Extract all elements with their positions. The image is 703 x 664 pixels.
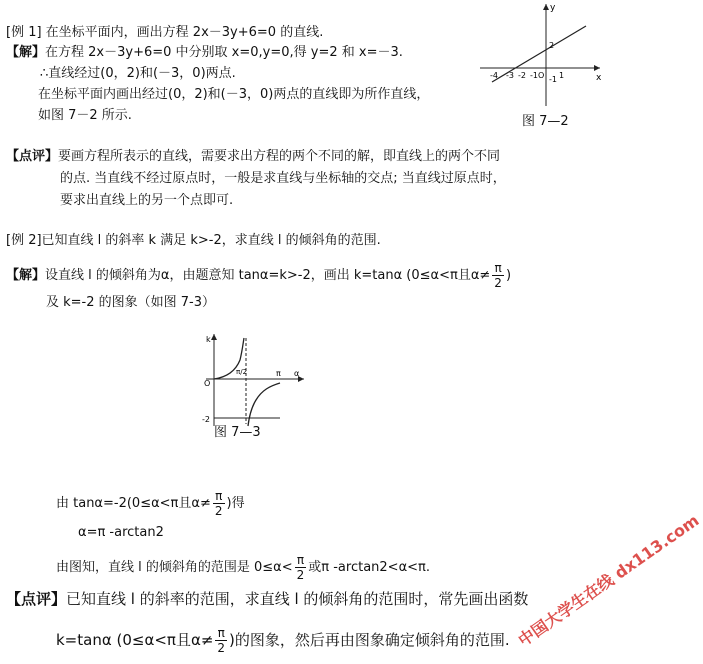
range-text: 由图知，直线 l 的倾斜角的范围是 0≤α< [56,560,293,575]
fraction-denominator: 2 [296,568,305,582]
review-text: k=tanα (0≤α<π且α≠ [56,631,214,649]
fraction-denominator: 2 [214,504,223,518]
closing-paren: ) [505,268,512,283]
example1-solution-line2: ∴直线经过(0，2)和(－3，0)两点. [40,66,236,81]
solution-text: 设直线 l 的倾斜角为α，由题意知 tanα=k>-2，画出 k=tanα (0≤α<π且α≠ [45,268,491,283]
y-tick-minus1: -1 [549,75,557,84]
x-axis-label: x [596,73,602,83]
review2-line2 [56,626,510,655]
k-axis-label: k [206,335,211,344]
origin-label: O [204,379,211,388]
y-axis-label: y [550,3,556,13]
solution-text: 在方程 2x－3y+6=0 中分别取 x=0,y=0,得 y=2 和 x=－3. [45,45,403,60]
solution-tag: 【解】 [6,268,46,283]
pi-over-2-fraction [215,626,227,655]
fraction-numerator: π [295,553,307,568]
range-text-end: 或π -arctan2<α<π. [308,560,430,575]
watermark: 中国大学生在线 dx113.com [514,510,703,651]
fraction-denominator: 2 [494,276,502,290]
x-tick-minus1: -1 [530,71,538,80]
x-tick-1: 1 [559,71,565,80]
x-axis-arrow [594,65,600,71]
range-line [56,553,430,582]
example2-title: [例 2]已知直线 l 的斜率 k 满足 k>-2，求直线 l 的倾斜角的范围. [6,233,381,248]
pi-over-2-fraction [295,553,307,582]
tan-branch-right [248,383,280,426]
fraction-numerator: π [213,489,225,504]
figure-7-3-caption: 图 7—3 [214,425,261,440]
fraction-numerator: π [492,261,504,276]
review2-line1 [6,590,528,608]
review1-line2: 的点. 当直线不经过原点时，一般是求直线与坐标轴的交点; 当直线过原点时， [60,171,506,186]
x-tick-minus3: -3 [506,71,514,80]
review1-line1 [6,148,500,166]
example1-solution-line1 [6,44,403,62]
pi-over-2-fraction [492,261,504,290]
example1-solution-line3: 在坐标平面内画出经过(0，2)和(－3，0)两点的直线即为所作直线， [38,87,430,102]
review-text: 已知直线 l 的斜率的范围，求直线 l 的倾斜角的范围时，常先画出函数 [66,590,529,608]
deduction-line [56,489,245,518]
figure-7-2 [476,0,604,110]
half-pi-label: π/2 [236,368,248,376]
review1-line3: 要求出直线上的另一个点即可. [60,193,234,208]
alpha-value: α=π -arctan2 [78,525,164,540]
review-text-end: )的图象，然后再由图象确定倾斜角的范围. [229,631,510,649]
k-axis-arrow [211,334,217,340]
figure-7-3 [200,330,310,430]
figure-7-2-caption: 图 7—2 [522,114,569,129]
y-axis-arrow [543,4,549,10]
review-tag: 【点评】 [6,149,59,164]
pi-label: π [276,369,281,378]
example2-solution-line1 [6,261,511,290]
example1-solution-line4: 如图 7－2 所示. [38,108,132,123]
example2-solution-line2: 及 k=-2 的图象（如图 7-3） [46,295,216,310]
solution-tag: 【解】 [6,45,46,60]
pi-over-2-fraction [213,489,225,518]
fraction-denominator: 2 [217,641,226,655]
x-tick-minus2: -2 [518,71,526,80]
fraction-numerator: π [215,626,227,641]
alpha-axis-label: α [294,369,300,378]
y-tick-2: 2 [549,41,555,50]
example1-title: [例 1] 在坐标平面内，画出方程 2x－3y+6=0 的直线. [6,25,324,40]
deduction-text: 由 tanα=-2(0≤α<π且α≠ [56,496,211,511]
review-text: 要画方程所表示的直线，需要求出方程的两个不同的解，即直线上的两个不同 [58,149,501,164]
deduction-text-end: )得 [226,496,245,511]
review-tag: 【点评】 [6,590,67,608]
origin-label: O [538,71,545,80]
minus-2-label: -2 [202,415,210,424]
x-tick-minus4: -4 [490,71,498,80]
